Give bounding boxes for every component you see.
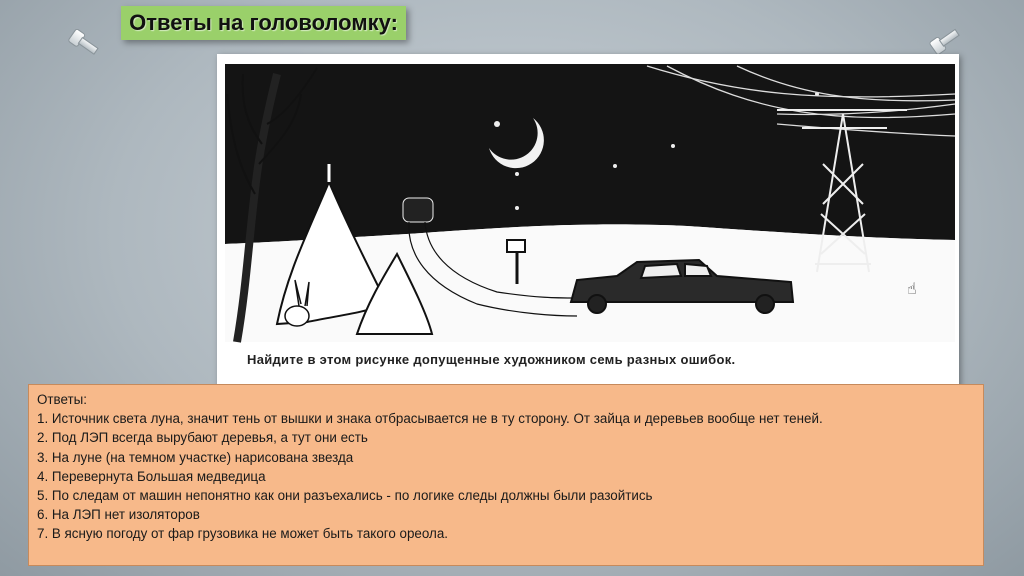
answer-item: 5. По следам от машин непонятно как они разъехались - по логике следы должны были разойтись	[37, 488, 653, 504]
svg-text:☝: ☝	[907, 279, 917, 298]
answer-item: 7. В ясную погоду от фар грузовика не может быть такого ореола.	[37, 526, 448, 542]
night-scene-illustration	[217, 54, 959, 388]
pushpin-left-icon	[68, 28, 97, 54]
answer-item: 2. Под ЛЭП всегда вырубают деревья, а тут они есть	[37, 430, 368, 446]
slide-title-box	[121, 6, 406, 40]
pushpin-right-icon	[928, 28, 957, 54]
puzzle-picture	[217, 54, 959, 388]
picture-caption: Найдите в этом рисунке допущенные художником семь разных ошибок.	[247, 352, 736, 367]
answers-box	[28, 384, 984, 566]
slide-title: Ответы на головоломку:	[129, 10, 398, 35]
answers-heading: Ответы:	[37, 392, 87, 407]
answer-item: 3. На луне (на темном участке) нарисована звезда	[37, 449, 354, 465]
answer-item: 4. Перевернута Большая медведица	[37, 468, 266, 484]
answer-item: 6. На ЛЭП нет изоляторов	[37, 507, 200, 523]
answer-item: 1. Источник света луна, значит тень от вышки и знака отбрасывается не в ту сторону. От зайца и деревьев вообще нет теней.	[37, 411, 823, 427]
